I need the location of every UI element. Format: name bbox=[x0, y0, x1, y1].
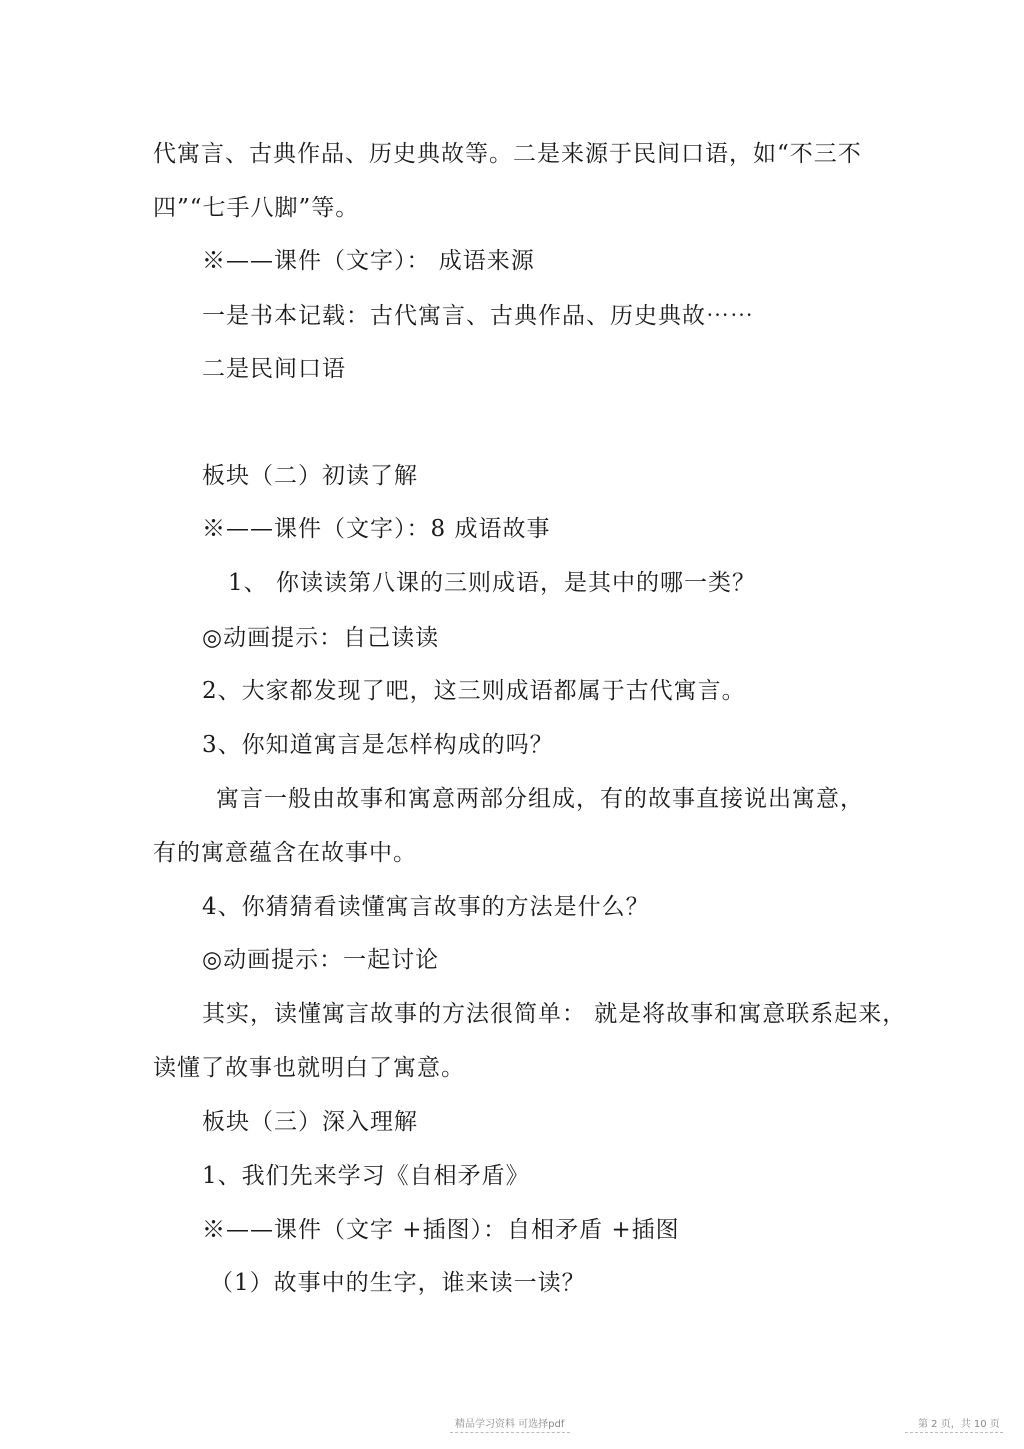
body-text-line: 代寓言、古典作品、历史典故等。二是来源于民间口语，如“不三不 bbox=[153, 141, 862, 167]
numbered-question: （1）故事中的生字，谁来读一读？ bbox=[210, 1270, 586, 1296]
body-text-line: 其实，读懂寓言故事的方法很简单： 就是将故事和寓意联系起来， bbox=[202, 1001, 907, 1027]
footer-divider bbox=[905, 1432, 1003, 1433]
footer-watermark-text: 精品学习资料 可选择pdf bbox=[455, 1419, 565, 1430]
numbered-question: 3、你知道寓言是怎样构成的吗？ bbox=[202, 732, 554, 758]
courseware-note: ※——课件（文字 +插图）：自相矛盾 +插图 bbox=[202, 1217, 680, 1243]
courseware-note: ※——课件（文字）： 成语来源 bbox=[202, 248, 535, 274]
numbered-question: 1、 你读读第八课的三则成语，是其中的哪一类？ bbox=[228, 570, 756, 596]
body-text-line: 四”“七手八脚”等。 bbox=[153, 195, 360, 221]
footer-divider bbox=[450, 1432, 570, 1433]
body-text-line: 二是民间口语 bbox=[202, 356, 346, 382]
numbered-question: 1、我们先来学习《自相矛盾》 bbox=[202, 1163, 530, 1189]
body-text-line: 寓言一般由故事和寓意两部分组成，有的故事直接说出寓意， bbox=[216, 786, 864, 812]
courseware-note: ※——课件（文字）：8 成语故事 bbox=[202, 516, 551, 542]
body-text-line: 有的寓意蕴含在故事中。 bbox=[153, 840, 417, 866]
numbered-question: 2、大家都发现了吧，这三则成语都属于古代寓言。 bbox=[202, 678, 746, 704]
body-text-line: 一是书本记载：古代寓言、古典作品、历史典故⋯⋯ bbox=[202, 303, 754, 329]
animation-hint: ◎动画提示：自己读读 bbox=[202, 625, 440, 651]
section-heading: 板块（二）初读了解 bbox=[202, 463, 418, 489]
numbered-question: 4、你猜猜看读懂寓言故事的方法是什么？ bbox=[202, 894, 650, 920]
section-heading: 板块（三）深入理解 bbox=[202, 1109, 418, 1135]
page-number: 第 2 页，共 10 页 bbox=[918, 1419, 1000, 1430]
body-text-line: 读懂了故事也就明白了寓意。 bbox=[153, 1055, 465, 1081]
animation-hint: ◎动画提示：一起讨论 bbox=[202, 947, 440, 973]
